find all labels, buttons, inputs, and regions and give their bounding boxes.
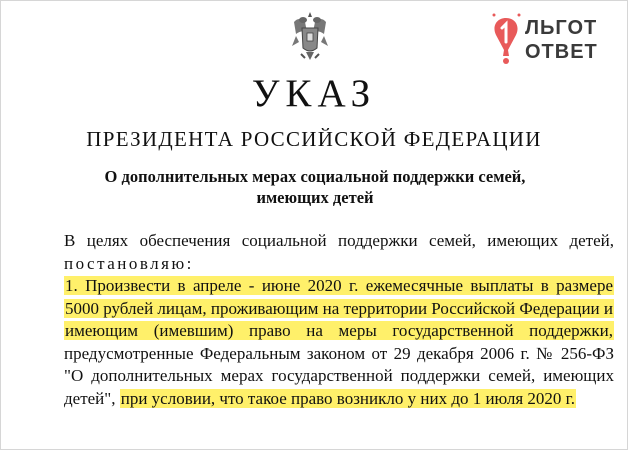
decree-word: постановляю: xyxy=(64,253,194,273)
item-1-paragraph xyxy=(8,275,614,410)
document-heading xyxy=(50,166,580,208)
russian-emblem-icon xyxy=(287,8,333,64)
heading-line1: О дополнительных мерах социальной поддержки семей, xyxy=(104,167,526,186)
brand-name-line1: ЛЬГОТ xyxy=(525,17,598,39)
item-1-plain-text: предусмотренные Федеральным законом от 29 декабря 2006 г. № 256-ФЗ "О дополнительных мерах государственной поддержки семей, имеющих детей", xyxy=(64,343,614,408)
document-subtitle: ПРЕЗИДЕНТА РОССИЙСКОЙ ФЕДЕРАЦИИ xyxy=(86,127,542,151)
highlighted-text-condition: при условии, что такое право возникло у них до 1 июля 2020 г. xyxy=(120,388,575,408)
highlighted-text-payment: 1. Произвести в апреле - июне 2020 г. ежемесячные выплаты в размере 5000 рублей лицам, проживающим на территории Российской Федерации и имеющим (имевшим) право на меры государственной поддержки, xyxy=(65,276,613,340)
intro-text: В целях обеспечения социальной поддержки семей, имеющих детей, xyxy=(64,231,614,250)
brand-name-line2: ОТВЕТ xyxy=(525,41,598,63)
heading-line2: имеющих детей xyxy=(256,188,374,207)
intro-paragraph xyxy=(8,230,614,275)
document-body xyxy=(8,230,614,410)
document-title: УКАЗ xyxy=(251,72,377,115)
